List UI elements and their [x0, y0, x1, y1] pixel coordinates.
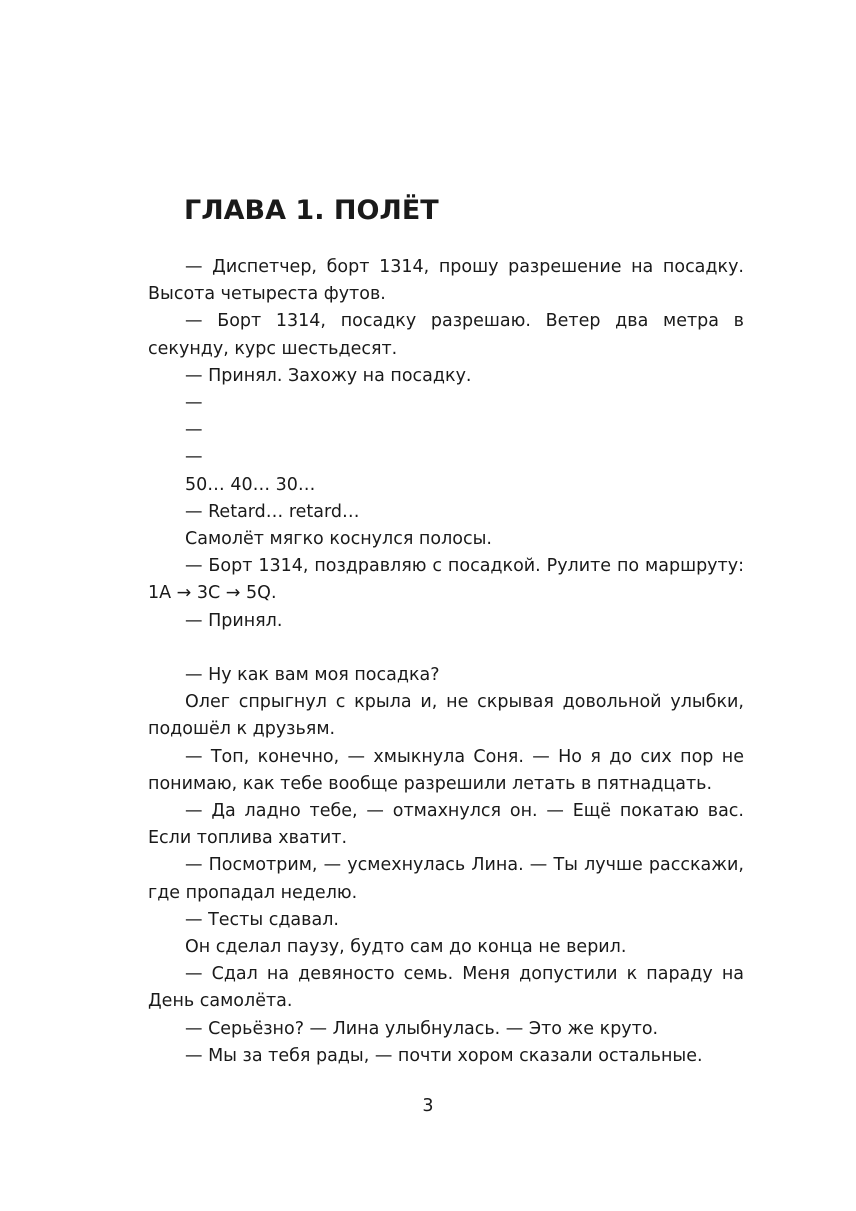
paragraph: — Борт 1314, посадку разрешаю. Ветер два метра в секунду, курс шестьдесят. [148, 311, 744, 359]
paragraph: — Борт 1314, поздравляю с посадкой. Рулите по маршруту: 1A → 3C → 5Q. [148, 556, 744, 604]
paragraph: — [185, 393, 203, 414]
paragraph: — [185, 447, 203, 468]
paragraph: — Да ладно тебе, — отмахнулся он. — Ещё покатаю вас. Если топлива хватит. [148, 801, 744, 849]
paragraph: — Топ, конечно, — хмыкнула Соня. — Но я до сих пор не понимаю, как тебе вообще разрешили летать в пятнадцать. [148, 746, 744, 794]
paragraph: Олег спрыгнул с крыла и, не скрывая довольной улыбки, подошёл к друзьям. [148, 692, 744, 740]
blank-line [148, 635, 744, 662]
chapter-body-text [148, 254, 744, 1070]
paragraph: — Диспетчер, борт 1314, прошу разрешение на посадку. Высота четыреста футов. [148, 257, 744, 305]
paragraph: Он сделал паузу, будто сам до конца не верил. [185, 937, 627, 958]
page-number: 3 [422, 1096, 434, 1116]
paragraph: — Серьёзно? — Лина улыбнулась. — Это же круто. [185, 1018, 659, 1039]
paragraph: — Сдал на девяносто семь. Меня допустили к параду на День самолёта. [148, 964, 744, 1012]
paragraph: — Принял. [185, 610, 283, 631]
paragraph: 50… 40… 30… [185, 474, 316, 495]
paragraph: — [185, 420, 203, 441]
paragraph: Самолёт мягко коснулся полосы. [185, 529, 492, 550]
paragraph: — Принял. Захожу на посадку. [185, 365, 472, 386]
paragraph: — Мы за тебя рады, — почти хором сказали остальные. [185, 1045, 703, 1066]
chapter-title: ГЛАВА 1. ПОЛЁТ [184, 195, 439, 226]
paragraph: — Посмотрим, — усмехнулась Лина. — Ты лучше расскажи, где пропадал неделю. [148, 855, 744, 903]
paragraph: — Тесты сдавал. [185, 909, 339, 930]
paragraph: — Ну как вам моя посадка? [185, 665, 440, 686]
paragraph: — Retard… retard… [185, 501, 360, 522]
